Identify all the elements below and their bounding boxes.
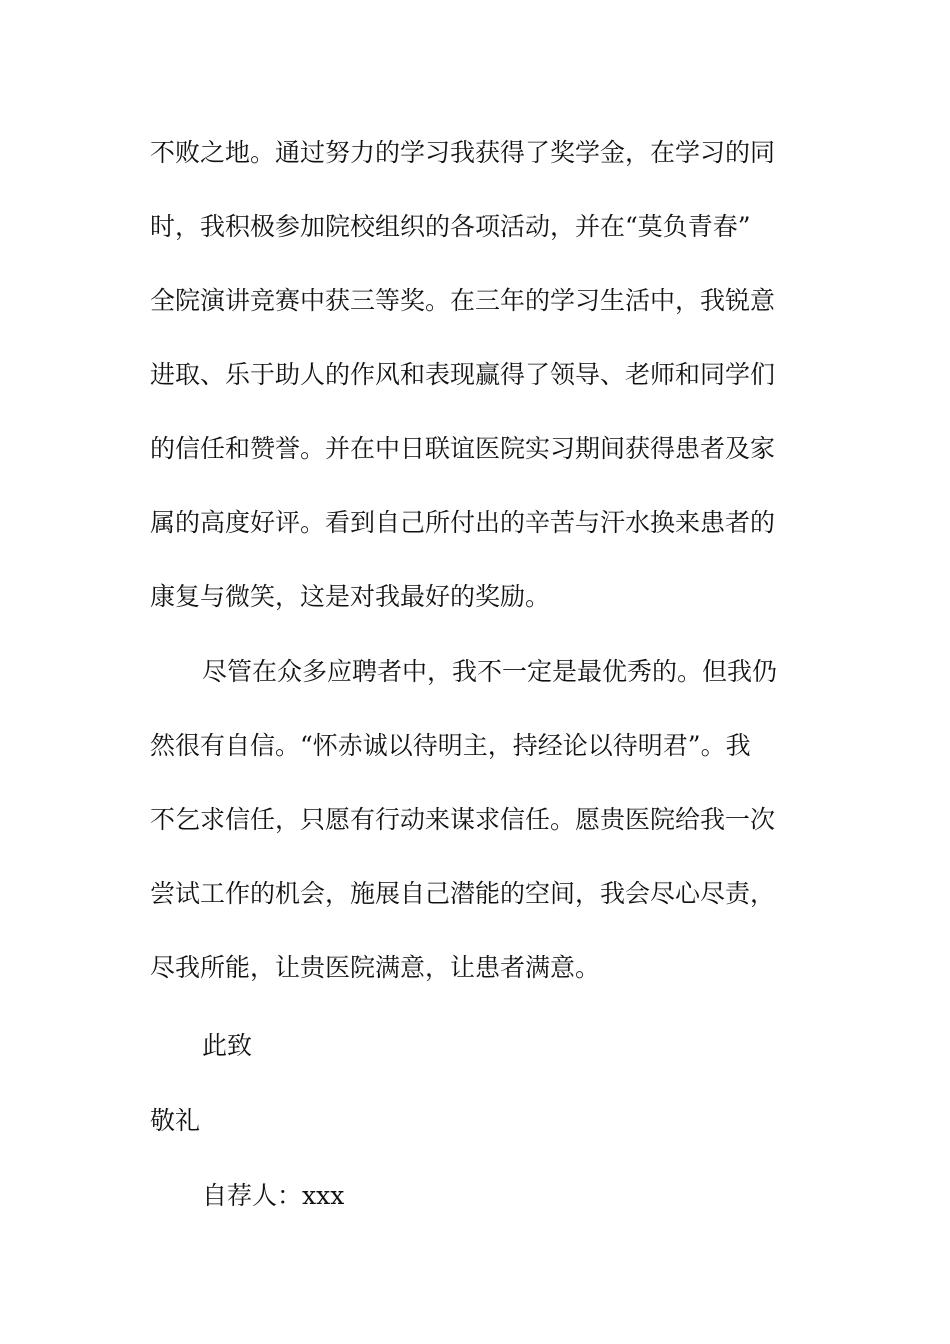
body-line-3: 全院演讲竞赛中获三等奖。在三年的学习生活中，我锐意	[150, 286, 776, 315]
body-line-4: 进取、乐于助人的作风和表现赢得了领导、老师和同学们	[150, 360, 776, 389]
closing-regards: 敬礼	[150, 1106, 201, 1135]
paragraph-2-line-2: 然很有自信。“怀赤诚以待明主，持经论以待明君”。我	[150, 731, 751, 760]
paragraph-2-line-3: 不乞求信任，只愿有行动来谋求信任。愿贵医院给我一次	[150, 805, 776, 834]
signature-line: 自荐人：xxx	[202, 1181, 345, 1210]
body-line-7: 康复与微笑，这是对我最好的奖励。	[150, 582, 551, 611]
body-line-6: 属的高度好评。看到自己所付出的辛苦与汗水换来患者的	[150, 508, 776, 537]
body-line-5: 的信任和赞誉。并在中日联谊医院实习期间获得患者及家	[150, 434, 776, 463]
paragraph-2-line-4: 尝试工作的机会，施展自己潜能的空间，我会尽心尽责，	[150, 879, 776, 908]
paragraph-2-line-1: 尽管在众多应聘者中，我不一定是最优秀的。但我仍	[202, 657, 778, 686]
paragraph-2-line-5: 尽我所能，让贵医院满意，让患者满意。	[150, 953, 601, 982]
body-line-2: 时，我积极参加院校组织的各项活动，并在“莫负青春”	[150, 212, 751, 241]
body-line-1: 不败之地。通过努力的学习我获得了奖学金，在学习的同	[150, 138, 776, 167]
closing-salutation: 此致	[202, 1031, 253, 1060]
